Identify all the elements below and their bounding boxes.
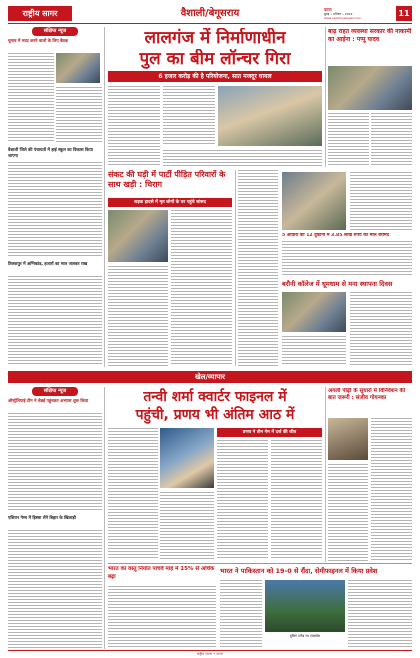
top-main-text-1 [108, 86, 160, 166]
masthead-date: सुबह • शनिवार • 2024 [324, 12, 353, 16]
bottom-sidebar-header: संक्षिप्त न्यूज [32, 387, 78, 396]
bottom-main-photo [160, 428, 214, 488]
bottom-sidebar-headline-1: ऑस्ट्रेलियाई टीम ने चेन्नई पहुंचकर अभ्यास शुरू किया [8, 398, 89, 403]
bottom-main-headline-1: तन्वी शर्मा क्वार्टर फाइनल में [143, 389, 287, 405]
bottom-inner-headline: प्रणय ने तीन गेम में दर्ज की जीत [217, 428, 322, 437]
mid-text-1 [171, 210, 232, 366]
mid-right-photo-1 [282, 172, 346, 230]
top-main-text-3 [163, 150, 322, 166]
top-sidebar-headline-1: चुनाव में मदद करने वालों के लिए बैठक [8, 38, 69, 43]
top-right-text-1 [328, 113, 369, 167]
top-sidebar-photo-1 [56, 53, 100, 83]
mid-right-text-1 [350, 172, 412, 230]
top-col-divider-1 [104, 27, 105, 367]
mid-right-text-2 [282, 241, 412, 277]
sports-banner-label: खेल/व्यापार [195, 373, 225, 381]
page-number: 11 [396, 6, 412, 21]
top-right-photo [328, 66, 412, 110]
mid-col-divider [235, 170, 236, 366]
top-sidebar [8, 27, 102, 367]
footer-text: राष्ट्रीय सागर • पटना [197, 652, 223, 656]
mid-right-photo-2 [282, 292, 346, 332]
bottom-right-text-1 [371, 418, 412, 562]
bottom-sidebar-text-2 [8, 530, 102, 649]
bottom-right-row-text-1 [220, 580, 262, 648]
bottom-sidebar [8, 387, 102, 649]
bottom-col-divider-2 [325, 387, 326, 562]
bottom-main-text-2 [160, 492, 214, 560]
bottom-right-row-photo [265, 580, 345, 632]
top-col-divider-2 [325, 27, 326, 167]
bottom-right-text-2 [328, 464, 368, 562]
mid-right-headline-2: बरौनी कॉलेज में धूमधाम से मना स्थापना दिवस [282, 280, 393, 288]
masthead-center-title: वैशाली/बेगूसराय [180, 8, 240, 19]
top-sidebar-headline-2: वैशाली जिले की पंचायतों में हाई स्कूल का विकास किया जाएगा [8, 147, 93, 158]
mid-right-headline: 5 आवारों की 12 दुकानों में 3.85 लाख रुपये का माल बरामद [282, 233, 390, 238]
top-sidebar-header: संक्षिप्त न्यूज [32, 27, 78, 36]
top-sidebar-text-1 [8, 53, 54, 143]
masthead-rule [8, 23, 412, 24]
bottom-col-divider-1 [104, 387, 105, 649]
bottom-right-row-text-2 [348, 580, 412, 648]
top-sidebar-text-2 [56, 87, 102, 143]
top-main-subheadline: 6 हजार करोड़ की है परियोजना, सात मजदूर घायल [108, 71, 322, 82]
bottom-right-headline: अगली पीढ़ी के सुधारों में विनिवेशन की बात जरूरी : संजीव गोयनका [328, 388, 406, 401]
mid-center-text [238, 170, 278, 366]
mid-subheadline: सड़क हादसे में मृत लोगों के घर पहुंचे सांसद [108, 198, 232, 207]
mid-right-text-4 [282, 336, 346, 366]
bottom-inner-text-2 [271, 440, 322, 560]
bottom-sidebar-text-1 [8, 413, 102, 511]
top-main-headline-1: लालगंज में निर्माणाधीन [144, 28, 286, 48]
top-sidebar-text-4 [8, 276, 102, 366]
top-right-headline: बाढ़ राहत व्यवस्था सरकार की नाकामी का आईना : पप्पू यादव [328, 28, 412, 43]
bottom-main-headline-2: पहुंची, प्रणय भी अंतिम आठ में [135, 407, 295, 423]
top-main-photo [218, 86, 322, 146]
masthead-url: www.rashtriyasagar.com [324, 16, 361, 20]
top-sidebar-text-3 [8, 162, 102, 257]
masthead [8, 6, 412, 22]
mid-text-2 [108, 266, 168, 366]
mid-headline: संकट की घड़ी में पार्टी पीड़ित परिवारों के साथ खड़ी : चिराग [108, 170, 226, 189]
top-main-headline-2: पुल का बीम लॉन्चर गिरा [139, 49, 291, 69]
masthead-left-title: राष्ट्रीय सागर [8, 6, 72, 21]
bottom-inner-text-1 [217, 440, 268, 560]
bottom-main-text-1 [108, 428, 158, 560]
mid-photo [108, 210, 168, 262]
bottom-sidebar-headline-2: एशियन गेम्स में हिस्सा लेंगे बिहार के खिलाड़ी [8, 515, 76, 520]
bottom-left-text [108, 586, 216, 648]
mid-right-text-3 [350, 292, 412, 366]
bottom-right-row-headline: भारत ने पाकिस्तान को 19-0 से रौंदा, सेमीफाइनल में किया प्रवेश [220, 567, 378, 575]
top-right-text-2 [371, 113, 412, 167]
top-sidebar-headline-3: तिलकपुर में अग्निकांड, हजारों का माल जलकर राख [8, 261, 88, 266]
bottom-right-photo [328, 418, 368, 460]
bottom-photo-caption: बुकिंग गरीब रथ एक्सप्रेस [289, 634, 321, 638]
masthead-city: पटना [324, 7, 332, 12]
top-main-text-2 [163, 86, 215, 146]
bottom-row-rule [108, 563, 412, 564]
bottom-left-headline: भारत का वस्तु निर्यात पांचवें माह में 15% से अधिक बढ़ा [108, 566, 215, 580]
